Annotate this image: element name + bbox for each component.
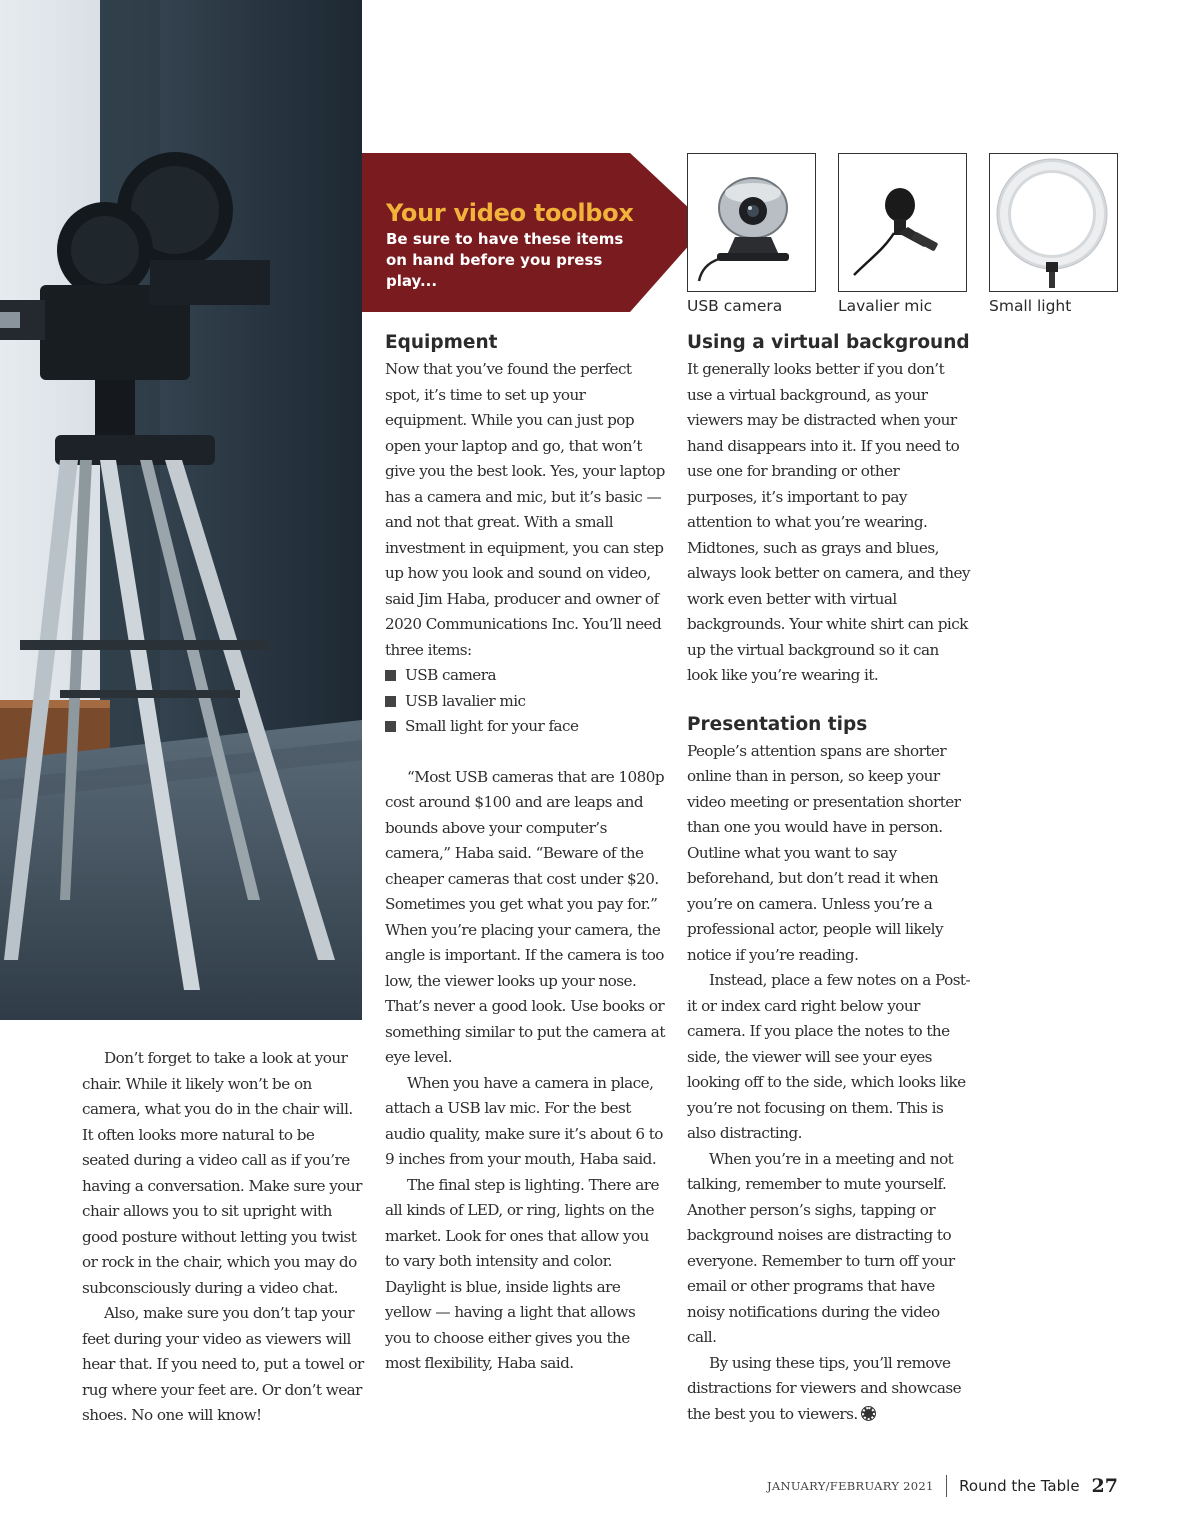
article-column-3	[687, 331, 971, 1427]
paragraph-final: By using these tips, you’ll remove distractions for viewers and showcase the best you to viewers.	[687, 1353, 962, 1423]
paragraph: Also, make sure you don’t tap your feet during your video as viewers will hear that. If you need to, put a towel or rug where your feet are. Or don’t wear shoes. No one will know!	[82, 1304, 364, 1424]
list-item: Small light for your face	[385, 714, 665, 740]
bullet-square-icon	[385, 696, 396, 707]
paragraph: People’s attention spans are shorter online than in person, so keep your video meeting or presentation shorter than one you would have in person. Outline what you want to say beforehand, but don’t read it when you’re on camera. Unless you’re a professional actor, people will likely notice if you’re reading.	[687, 741, 961, 964]
bullet-square-icon	[385, 721, 396, 732]
spacer	[385, 740, 665, 765]
product-lavalier-mic	[838, 153, 967, 315]
movie-camera-on-tripod-photo	[0, 0, 362, 1020]
page-footer	[767, 1474, 1118, 1498]
video-toolbox-banner	[362, 153, 707, 312]
paragraph: Don’t forget to take a look at your chair. While it likely won’t be on camera, what you do in the chair will. It often looks more natural to be seated during a video call as if you’re having a conversation. Make sure your chair allows you to sit upright with good posture without letting you twist or rock in the chair, which you may do subconsciously during a video chat.	[82, 1049, 362, 1297]
banner-title: Your video toolbox	[386, 199, 634, 227]
ring-light-icon	[994, 158, 1114, 288]
paragraph: Now that you’ve found the perfect spot, it’s time to set up your equipment. While you can just pop open your laptop and go, that won’t give you the best look. Yes, your laptop has a camera and mic, but it’s basic — and not that great. With a small investment in equipment, you can step up how you look and sound on video, said Jim Haba, producer and owner of 2020 Communications Inc. You’ll need three items:	[385, 360, 665, 659]
end-mark-icon	[862, 1407, 875, 1420]
bullet-square-icon	[385, 670, 396, 681]
product-image-frame	[838, 153, 967, 292]
banner-subtitle: Be sure to have these items on hand before you press play...	[386, 230, 624, 290]
paragraph: Instead, place a few notes on a Post-it or index card right below your camera. If you place the notes to the side, the viewer will see your eyes looking off to the side, which looks like you’re not focusing on them. This is also distracting.	[687, 971, 971, 1142]
product-small-light	[989, 153, 1118, 315]
product-image-frame	[989, 153, 1118, 292]
issue-date: JANUARY/FEBRUARY 2021	[767, 1479, 934, 1493]
magazine-name: Round the Table	[959, 1477, 1080, 1495]
section-heading-virtual-background: Using a virtual background	[687, 332, 970, 353]
equipment-list	[385, 663, 665, 740]
product-usb-camera	[687, 153, 816, 315]
paragraph: The final step is lighting. There are all kinds of LED, or ring, lights on the market. Look for ones that allow you to vary both intensity and color. Daylight is blue, inside lights are yellow — having a light that allows you to choose either gives you the most flexibility, Haba said.	[385, 1175, 659, 1372]
product-caption: Small light	[989, 297, 1072, 315]
paragraph: When you’re in a meeting and not talking, remember to mute yourself. Another person’s sighs, tapping or background noises are distracting to everyone. Remember to turn off your email or other programs that have noisy notifications during the video call.	[687, 1149, 955, 1346]
hero-photo	[0, 0, 362, 1020]
paragraph: When you have a camera in place, attach a USB lav mic. For the best audio quality, make sure it’s about 6 to 9 inches from your mouth, Haba said.	[385, 1073, 663, 1168]
section-heading-presentation-tips: Presentation tips	[687, 713, 868, 735]
product-image-frame	[687, 153, 816, 292]
page-number: 27	[1091, 1475, 1118, 1497]
footer-divider	[946, 1475, 948, 1497]
paragraph: It generally looks better if you don’t use a virtual background, as your viewers may be distracted when your hand disappears into it. If you need to use one for branding or other purposes, it’s important to pay attention to what you’re wearing. Midtones, such as grays and blues, always look better on camera, and they work even better with virtual backgrounds. Your white shirt can pick up the virtual background so it can look like you’re wearing it.	[687, 360, 970, 684]
article-column-1	[82, 1046, 364, 1429]
list-item: USB lavalier mic	[385, 689, 665, 715]
product-caption: USB camera	[687, 297, 783, 315]
product-caption: Lavalier mic	[838, 297, 933, 315]
section-heading-equipment: Equipment	[385, 332, 498, 353]
spacer	[687, 689, 971, 713]
article-column-2	[385, 331, 665, 1377]
lavalier-mic-icon	[848, 163, 958, 283]
usb-webcam-icon	[697, 163, 807, 283]
list-item: USB camera	[385, 663, 665, 689]
paragraph: “Most USB cameras that are 1080p cost around $100 and are leaps and bounds above your computer’s camera,” Haba said. “Beware of the cheaper cameras that cost under $20. Sometimes you get what you pay for.” When you’re placing your camera, the angle is important. If the camera is too low, the viewer looks up your nose. That’s never a good look. Use books or something similar to put the camera at eye level.	[385, 767, 665, 1066]
